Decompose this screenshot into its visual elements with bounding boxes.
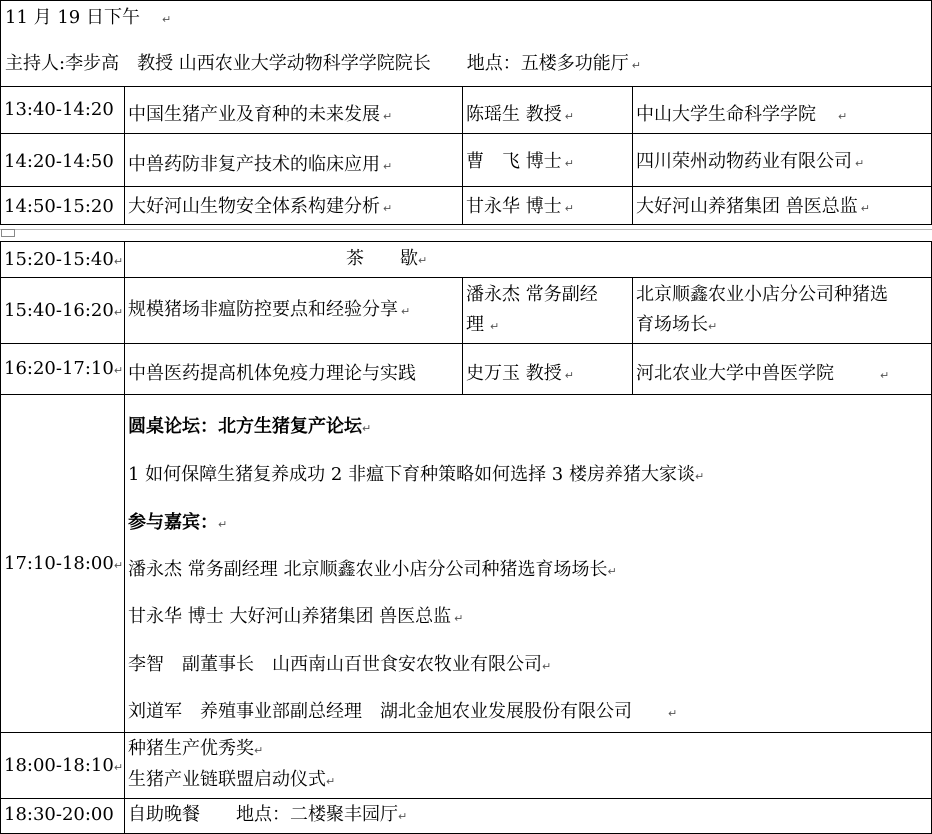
table-row-topic [124,133,462,186]
header-cell [0,0,932,86]
table-move-handle[interactable] [1,229,15,237]
table-row-speaker [462,343,632,394]
host-line: 主持人:李步高 教授 山西农业大学动物科学学院院长 地点：五楼多功能厅 ↵ [5,53,642,74]
time-text: 16:20-17:10↵ [4,358,124,379]
forum-content-cell [124,394,932,732]
time-text: 18:00-18:10↵ [4,755,124,776]
table-row-speaker [462,186,632,225]
table-row-topic [124,343,462,394]
table-row-time [0,277,124,343]
table-row-speaker [462,86,632,133]
dinner-time-cell [0,798,124,834]
forum-title: 圆桌论坛：北方生猪复产论坛↵ [128,416,372,437]
org-text-line2: 育场场长↵ [636,314,718,335]
dinner-text: 自助晚餐 地点：二楼聚丰园厅↵ [128,804,408,825]
table-row-time [0,343,124,394]
award-line-2: 生猪产业链联盟启动仪式↵ [128,769,336,790]
guests-label: 参与嘉宾：↵ [128,512,228,533]
table-row-org [632,86,932,133]
tea-break-cell [124,241,932,277]
table-row-speaker [462,277,632,343]
topic-text: 中兽医药提高机体免疫力理论与实践 [128,363,416,384]
time-text: 15:20-15:40↵ [4,249,124,270]
forum-time-cell [0,394,124,732]
speaker-text: 史万玉 教授 ↵ [466,363,574,384]
tea-break-label: 茶 歇↵ [346,248,428,269]
table-separator [0,229,932,230]
guest-item: 潘永杰 常务副经理 北京顺鑫农业小店分公司种猪选育场场长↵ [128,559,617,580]
table-row-topic [124,86,462,133]
topic-text: 中国生猪产业及育种的未来发展 ↵ [128,104,393,125]
speaker-text: 甘永华 博士 ↵ [466,196,574,217]
org-text: 大好河山养猪集团 兽医总监 ↵ [636,196,870,217]
topic-text: 大好河山生物安全体系构建分析 ↵ [128,196,393,217]
time-text: 14:20-14:50 [4,151,114,172]
award-content-cell [124,732,932,798]
time-text: 15:40-16:20↵ [4,300,124,321]
topic-text: 中兽药防非复产技术的临床应用 ↵ [128,154,393,175]
speaker-text-line2: 理 ↵ [466,314,500,335]
speaker-text: 曹 飞 博士 ↵ [466,151,574,172]
award-time-cell [0,732,124,798]
org-text: 河北农业大学中兽医学院 ↵ [636,363,890,384]
time-text: 13:40-14:20 [4,99,114,120]
table-row-org [632,186,932,225]
speaker-text-line1: 潘永杰 常务副经 [466,284,598,305]
speaker-text: 陈瑶生 教授 ↵ [466,104,574,125]
org-text: 四川荣州动物药业有限公司 ↵ [636,151,865,172]
org-text-line1: 北京顺鑫农业小店分公司种猪选 [636,284,888,305]
time-text: 14:50-15:20 [4,196,114,217]
guest-item: 甘永华 博士 大好河山养猪集团 兽医总监 ↵ [128,606,464,627]
table-row-topic [124,186,462,225]
table-row-time [0,86,124,133]
table-row-org [632,133,932,186]
org-text: 中山大学生命科学学院 ↵ [636,104,848,125]
session-date: 11 月 19 日下午 ↵ [5,7,172,28]
table-row-speaker [462,133,632,186]
dinner-content-cell [124,798,932,834]
table-row-time [0,186,124,225]
guest-item: 刘道军 养殖事业部副总经理 湖北金旭农业发展股份有限公司 ↵ [128,701,678,722]
forum-topics: 1 如何保障生猪复养成功 2 非瘟下育种策略如何选择 3 楼房养猪大家谈↵ [128,464,705,485]
time-text: 17:10-18:00↵ [4,553,124,574]
guest-item: 李智 副董事长 山西南山百世食安农牧业有限公司↵ [128,654,552,675]
table-row-time [0,133,124,186]
time-text: 18:30-20:00 [4,804,114,825]
table-row-topic [124,277,462,343]
topic-text: 规模猪场非瘟防控要点和经验分享 ↵ [128,299,411,320]
award-line-1: 种猪生产优秀奖↵ [128,738,264,759]
table-row-time [0,241,124,277]
table-row-org [632,343,932,394]
table-row-org [632,277,932,343]
